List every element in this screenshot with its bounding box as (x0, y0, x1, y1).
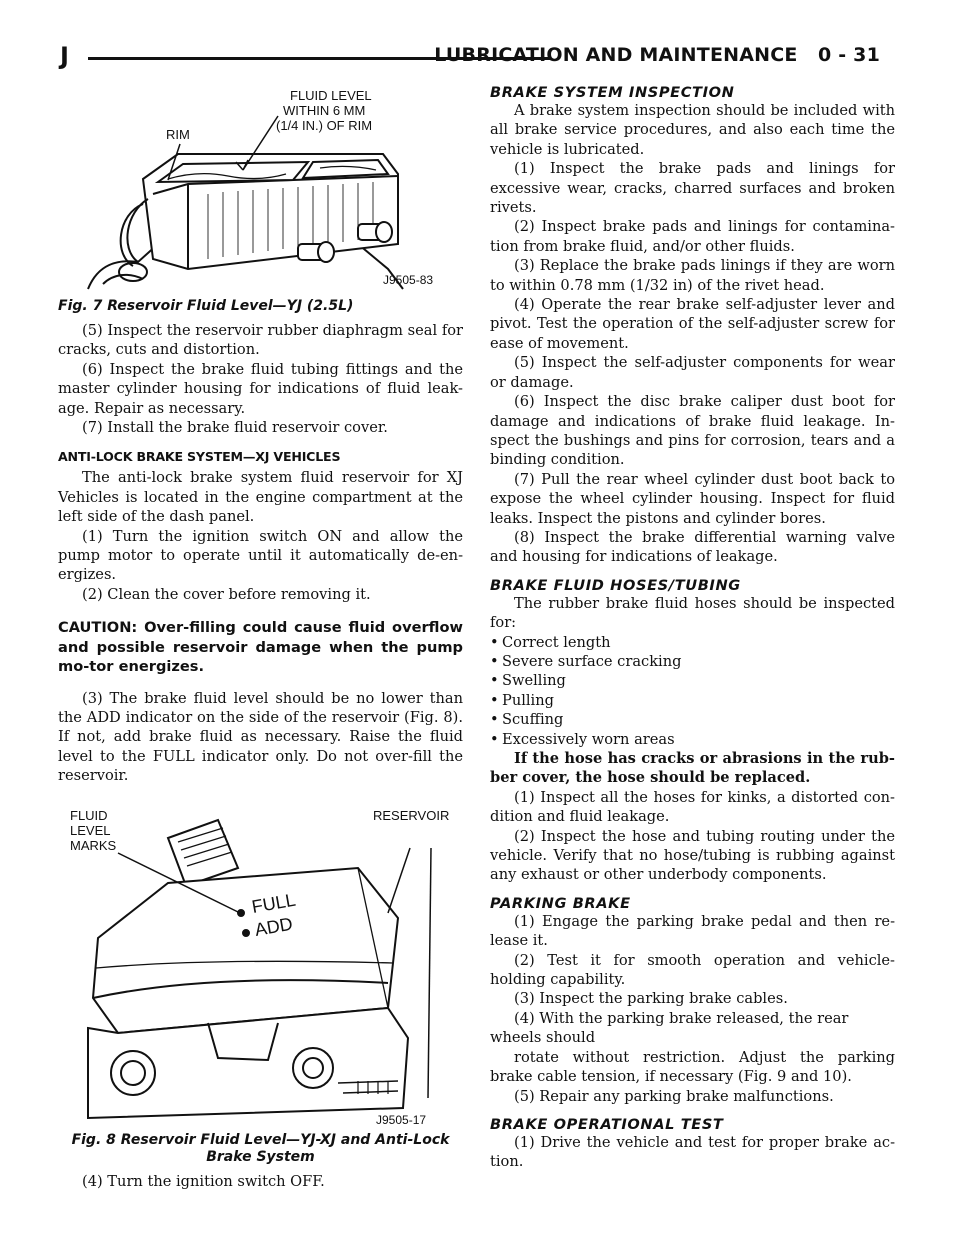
section-letter: J (60, 42, 69, 70)
list-item: • Severe surface cracking (490, 652, 682, 670)
paragraph: (6) Inspect the disc brake caliper dust boot for damage and indications of brake fluid leakage. In-spect the bushings and pins for corrosion, tears and a binding condition. (490, 393, 895, 469)
paragraph: (6) Inspect the brake fluid tubing fittings and the master cylinder housing for indications of fluid leak-age. Repair as necessary. (58, 360, 463, 417)
fig7-code: J9505-83 (383, 273, 434, 287)
paragraph: (1) Inspect all the hoses for kinks, a distorted con-dition and fluid leakage. (490, 788, 895, 826)
bold-notice: If the hose has cracks or abrasions in the rub-ber cover, the hose should be replaced. (490, 750, 895, 787)
fig8-mark-add: ADD (253, 913, 295, 940)
paragraph: (5) Inspect the reservoir rubber diaphragm seal for cracks, cuts and distortion. (58, 322, 463, 359)
fig7-label-fluid-3: (1/4 IN.) OF RIM (276, 118, 373, 133)
paragraph: (7) Pull the rear wheel cylinder dust boot back to expose the wheel cylinder housing. Inspect for fluid leaks. Inspect the pistons and cylinder bores. (490, 470, 895, 527)
left-column (58, 84, 463, 1191)
list-item: • Pulling (490, 691, 554, 709)
paragraph: (3) The brake fluid level should be no lower than the ADD indicator on the side of the reservoir (Fig. 8). If not, add brake fluid as necessary. Raise the fluid level to the FULL indicator only. Do not over-fill the reservoir. (58, 689, 463, 785)
paragraph: (1) Turn the ignition switch ON and allow the pump motor to operate until it automatically de-en-ergizes. (58, 527, 463, 584)
paragraph: The rubber brake fluid hoses should be inspected for: (490, 594, 895, 632)
list-item: • Excessively worn areas (490, 730, 675, 748)
paragraph: (1) Engage the parking brake pedal and then re-lease it. (490, 912, 895, 950)
fig8-mark-full: FULL (250, 889, 298, 917)
fig7-label-rim: RIM (166, 127, 190, 142)
list-item: • Swelling (490, 672, 566, 690)
fig8-label-reservoir: RESERVOIR (373, 807, 450, 823)
paragraph: (5) Inspect the self-adjuster components for wear or damage. (490, 354, 895, 391)
paragraph: The anti-lock brake system fluid reservoir for XJ Vehicles is located in the engine compartment at the left side of the dash panel. (58, 469, 463, 526)
figure-7-caption: Fig. 7 Reservoir Fluid Level—YJ (2.5L) (58, 298, 354, 314)
section-heading-inspection: BRAKE SYSTEM INSPECTION (490, 84, 735, 101)
fig8-code: J9505-17 (376, 1112, 427, 1127)
fig8-label-marks-1: FLUID (70, 807, 108, 823)
page-number: 0 - 31 (818, 44, 880, 66)
list-item: • Scuffing (490, 711, 564, 729)
paragraph: (3) Inspect the parking brake cables. (514, 990, 788, 1008)
paragraph: (7) Install the brake fluid reservoir cover. (82, 419, 388, 437)
paragraph: (2) Test it for smooth operation and vehicle-holding capability. (490, 951, 895, 989)
fig7-label-fluid-2: WITHIN 6 MM (283, 103, 366, 118)
figure-7 (58, 84, 463, 315)
paragraph: (2) Inspect brake pads and linings for contamina-tion from brake fluid, and/or other fluids. (490, 218, 895, 255)
paragraph: (5) Repair any parking brake malfunctions. (514, 1087, 834, 1105)
section-heading-abs: ANTI-LOCK BRAKE SYSTEM—XJ VEHICLES (58, 449, 341, 465)
paragraph: rotate without restriction. Adjust the parking brake cable tension, if necessary (Fig. 9 and 10). (490, 1048, 895, 1086)
section-heading-hoses: BRAKE FLUID HOSES/TUBING (490, 576, 741, 594)
paragraph: A brake system inspection should be included with all brake service procedures, and also each time the vehicle is lubricated. (490, 102, 895, 158)
paragraph: (1) Drive the vehicle and test for proper brake ac-tion. (490, 1133, 895, 1171)
figure-8-caption: Fig. 8 Reservoir Fluid Level—YJ-XJ and Anti-Lock Brake System (71, 1131, 450, 1165)
caution-notice: CAUTION: Over-filling could cause fluid overflow and possible reservoir damage when the pump mo-tor energizes. (58, 619, 463, 676)
figure-8-illustration (58, 798, 463, 1128)
section-heading-optest: BRAKE OPERATIONAL TEST (490, 1115, 724, 1133)
bullet-list (490, 633, 895, 749)
paragraph: (2) Inspect the hose and tubing routing under the vehicle. Verify that no hose/tubing is rubbing against any exhaust or other underbody components. (490, 827, 895, 884)
right-column (490, 84, 895, 1172)
paragraph: (8) Inspect the brake differential warning valve and housing for indications of leakage. (490, 528, 895, 566)
fig8-label-marks-3: MARKS (70, 837, 117, 853)
figure-7-illustration (58, 84, 463, 294)
paragraph: (4) Turn the ignition switch OFF. (82, 1172, 325, 1190)
paragraph: (4) With the parking brake released, the rear wheels should (490, 1009, 849, 1047)
fig8-label-marks-2: LEVEL (70, 822, 111, 838)
page-header (60, 40, 880, 76)
paragraph: (3) Replace the brake pads linings if they are worn to within 0.78 mm (1/32 in) of the rivet head. (490, 257, 895, 294)
paragraph: (4) Operate the rear brake self-adjuster lever and pivot. Test the operation of the self-adjuster screw for ease of movement. (490, 296, 895, 352)
paragraph: (1) Inspect the brake pads and linings for excessive wear, cracks, charred surfaces and broken rivets. (490, 160, 895, 217)
section-heading-parking: PARKING BRAKE (490, 894, 631, 912)
paragraph: (2) Clean the cover before removing it. (82, 585, 371, 603)
fig7-label-fluid-1: FLUID LEVEL (290, 88, 372, 103)
header-title: LUBRICATION AND MAINTENANCE 0 - 31 (434, 44, 880, 66)
figure-8 (58, 798, 463, 1166)
list-item: • Correct length (490, 633, 611, 651)
